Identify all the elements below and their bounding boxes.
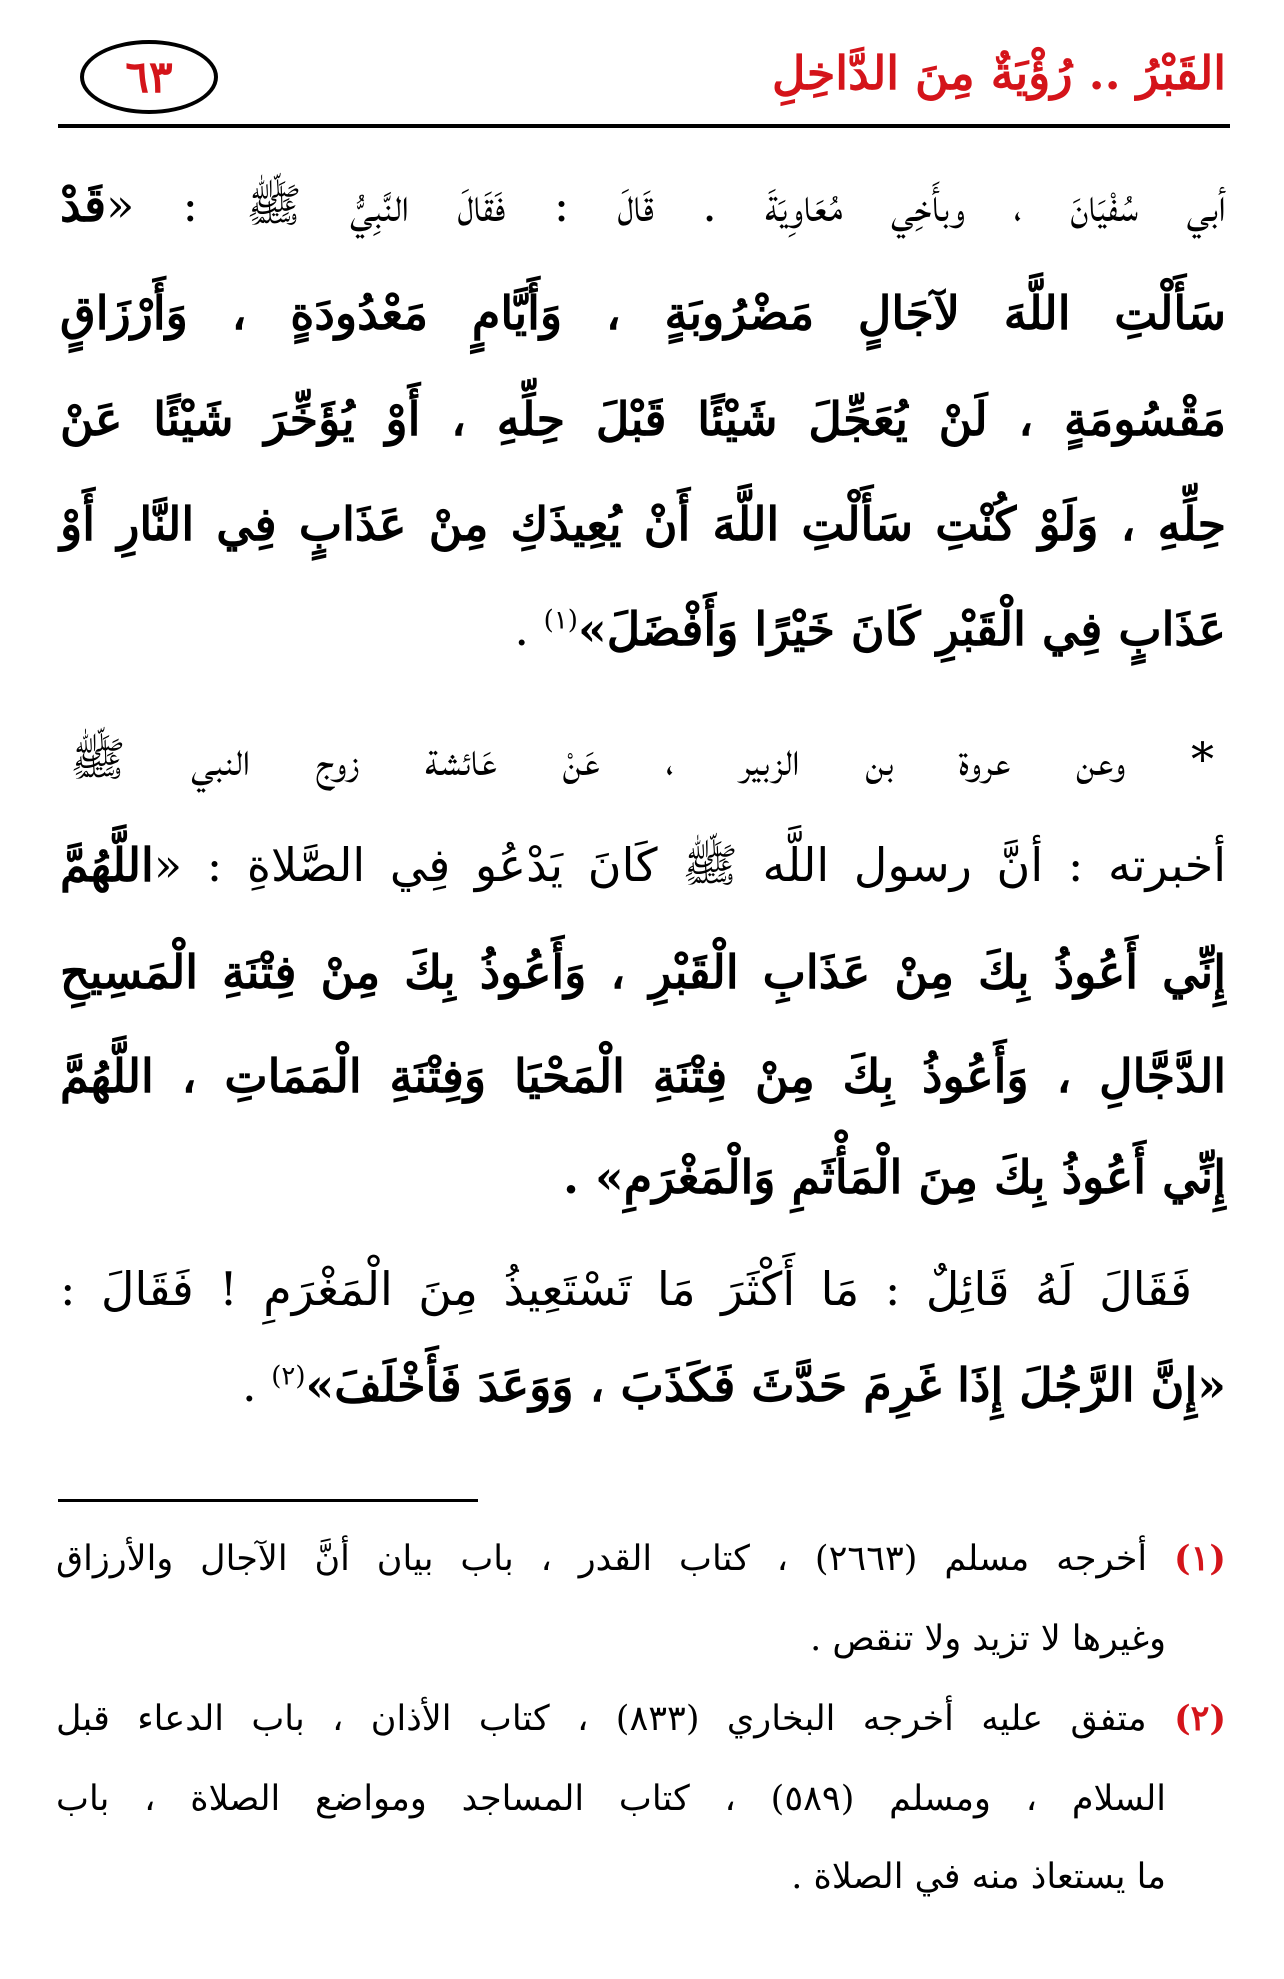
para3-line2 [60,1358,1226,1413]
footnote-1-line2: وغيرها لا تزيد ولا تنقص . [810,1619,1166,1659]
footnote-1-number: (١) [1174,1538,1226,1579]
page-number-text: ٦٣ [125,51,173,103]
para1-line4: حِلِّهِ ، وَلَوْ كُنْتِ سَأَلْتِ اللَّهَ أَنْ يُعِيذَكِ مِنْ عَذَابٍ فِي النَّارِ أَوْ [60,497,1226,551]
para1-line5-text: عَذَابٍ فِي الْقَبْرِ كَانَ خَيْرًا وَأَفْضَلَ» [577,602,1226,656]
footnote-2-line3: ما يستعاذ منه في الصلاة . [791,1857,1166,1897]
footnote-1-line1 [56,1538,1226,1580]
para2-line2-plain: أخبرته : أنَّ رسول اللَّه ﷺ كَانَ يَدْعُو فِي الصَّلاةِ : « [153,838,1226,892]
para1-line1 [60,178,1226,233]
para3-line1: فَقَالَ لَهُ قَائِلٌ : مَا أَكْثَرَ مَا تَسْتَعِيذُ مِنَ الْمَغْرَمِ ! فَقَالَ : [60,1262,1192,1316]
footnote-2-line2: السلام ، ومسلم (٥٨٩) ، كتاب المساجد ومواضع الصلاة ، باب [56,1779,1166,1819]
page-number [80,40,218,114]
para1-line5 [60,602,1226,657]
para2-line1: * وعن عروة بن الزبير ، عَنْ عَائشة زوج النبي ﷺ [70,732,1214,786]
footnote-2-text1: متفق عليه أخرجه البخاري (٨٣٣) ، كتاب الأذان ، باب الدعاء قبل [56,1699,1147,1739]
para2-line3: إِنِّي أَعُوذُ بِكَ مِنْ عَذَابِ الْقَبْرِ ، وَأَعُوذُ بِكَ مِنْ فِتْنَةِ الْمَسِيحِ [60,945,1226,999]
para1-line1-plain: أبي سُفْيَانَ ، وبأَخِي مُعَاوِيَةَ . قَالَ : فَقَالَ النَّبِيُّ ﷺ : « [106,178,1226,232]
footnote-ref-1[interactable]: (١) [543,605,578,636]
running-title: القَبْرُ .. رُؤْيَةٌ مِنَ الدَّاخِلِ [772,46,1226,100]
para2-line2 [60,838,1226,893]
para1-line2: سَأَلْتِ اللَّهَ لآجَالٍ مَضْرُوبَةٍ ، وَأَيَّامٍ مَعْدُودَةٍ ، وَأَرْزَاقٍ [60,286,1226,340]
footnote-1-text1: أخرجه مسلم (٢٦٦٣) ، كتاب القدر ، باب بيان أنَّ الآجال والأرزاق [56,1539,1148,1579]
para2-line4: الدَّجَّالِ ، وَأَعُوذُ بِكَ مِنْ فِتْنَةِ الْمَحْيَا وَفِتْنَةِ الْمَمَاتِ ، اللَّهُمَّ [60,1049,1226,1103]
para1-line3: مَقْسُومَةٍ ، لَنْ يُعَجِّلَ شَيْئًا قَبْلَ حِلِّهِ ، أَوْ يُؤَخِّرَ شَيْئًا عَنْ [60,392,1226,446]
para2-line2-bold: اللَّهُمَّ [60,838,154,892]
footnote-rule [58,1499,478,1502]
footnote-2-line1 [56,1698,1226,1740]
footnote-2-number: (٢) [1174,1698,1226,1739]
para1-line1-bold: قَدْ [60,178,107,232]
header-rule [58,124,1230,128]
footnote-ref-2[interactable]: (٢) [271,1361,306,1392]
para2-line5: إِنِّي أَعُوذُ بِكَ مِنَ الْمَأْثَمِ وَالْمَغْرَمِ» . [563,1150,1226,1204]
para3-line2-text: «إِنَّ الرَّجُلَ إِذَا غَرِمَ حَدَّثَ فَكَذَبَ ، وَوَعَدَ فَأَخْلَفَ» [305,1358,1226,1412]
para3-line2-end: . [241,1358,272,1412]
para1-line5-end: . [514,602,544,656]
